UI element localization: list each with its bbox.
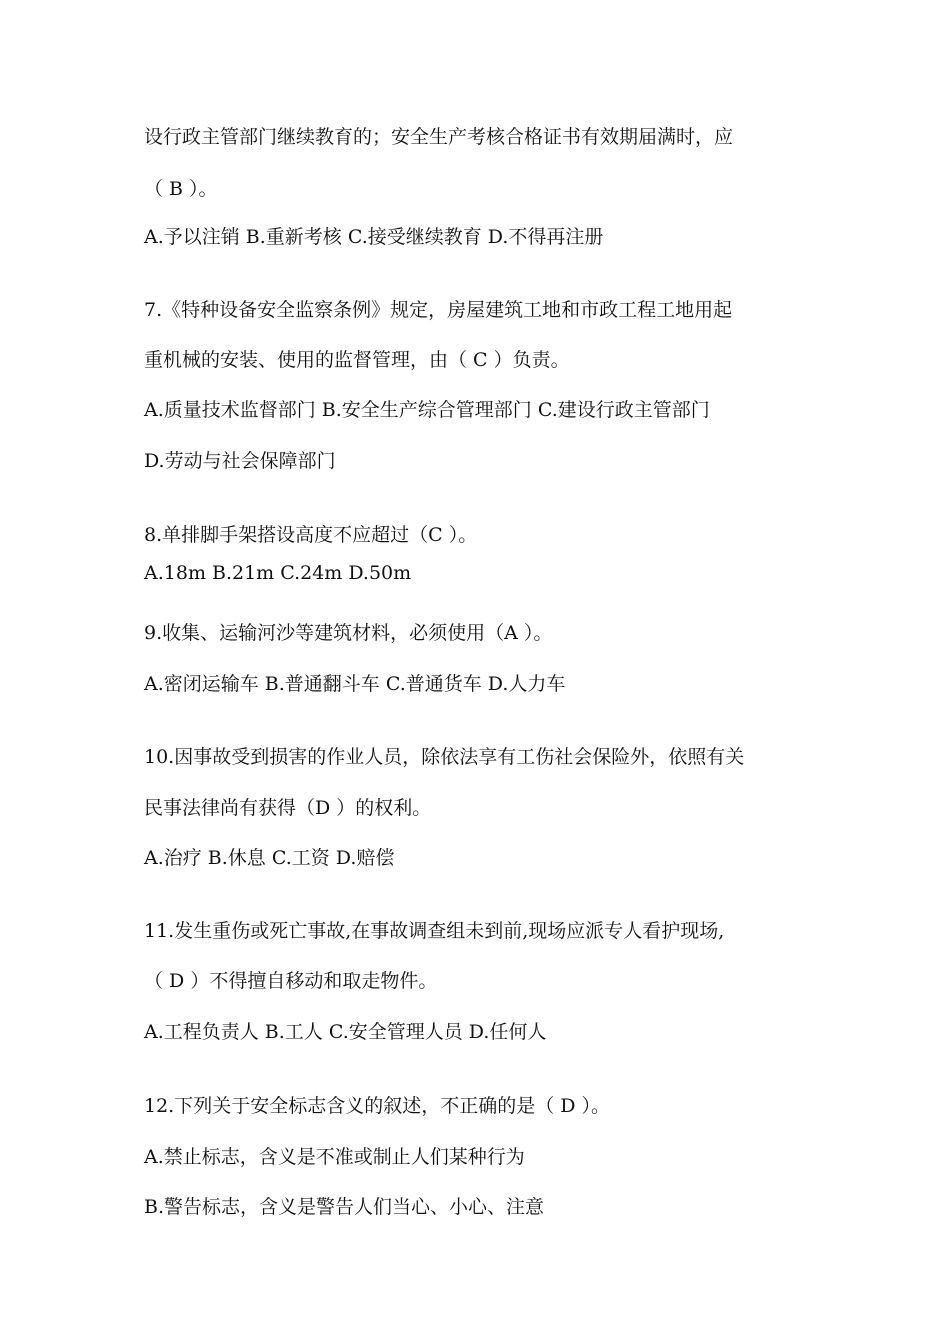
question-text-line: 民事法律尚有获得（D ）的权利。 (144, 797, 432, 819)
question-text-line: 重机械的安装、使用的监督管理，由（ C ）负责。 (144, 349, 570, 371)
question-text-line: （ B ）。 (144, 178, 218, 200)
answer-options: D.劳动与社会保障部门 (144, 450, 336, 472)
answer-options: A.质量技术监督部门 B.安全生产综合管理部门 C.建设行政主管部门 (144, 399, 710, 421)
question-text-line: 8.单排脚手架搭设高度不应超过（C ）。 (144, 524, 478, 546)
question-text-line: 10.因事故受到损害的作业人员，除依法享有工伤社会保险外，依照有关 (144, 746, 745, 768)
answer-options: A.予以注销 B.重新考核 C.接受继续教育 D.不得再注册 (144, 226, 604, 248)
question-text-line: 设行政主管部门继续教育的；安全生产考核合格证书有效期届满时，应 (144, 126, 734, 148)
question-text-line: 9.收集、运输河沙等建筑材料，必须使用（A ）。 (144, 622, 553, 644)
answer-options: A.工程负责人 B.工人 C.安全管理人员 D.任何人 (144, 1021, 547, 1043)
answer-option-a: A.禁止标志，含义是不准或制止人们某种行为 (144, 1146, 525, 1168)
question-text-line: （ D ）不得擅自移动和取走物件。 (144, 970, 438, 992)
answer-option-b: B.警告标志，含义是警告人们当心、小心、注意 (144, 1196, 545, 1218)
answer-options: A.密闭运输车 B.普通翻斗车 C.普通货车 D.人力车 (144, 673, 566, 695)
question-text-line: 7.《特种设备安全监察条例》规定，房屋建筑工地和市政工程工地用起 (144, 299, 733, 321)
question-text-line: 12.下列关于安全标志含义的叙述，不正确的是（ D ）。 (144, 1095, 611, 1117)
answer-options: A.治疗 B.休息 C.工资 D.赔偿 (144, 847, 395, 869)
answer-options: A.18m B.21m C.24m D.50m (144, 562, 412, 584)
question-text-line: 11.发生重伤或死亡事故,在事故调查组未到前,现场应派专人看护现场, (144, 920, 725, 942)
